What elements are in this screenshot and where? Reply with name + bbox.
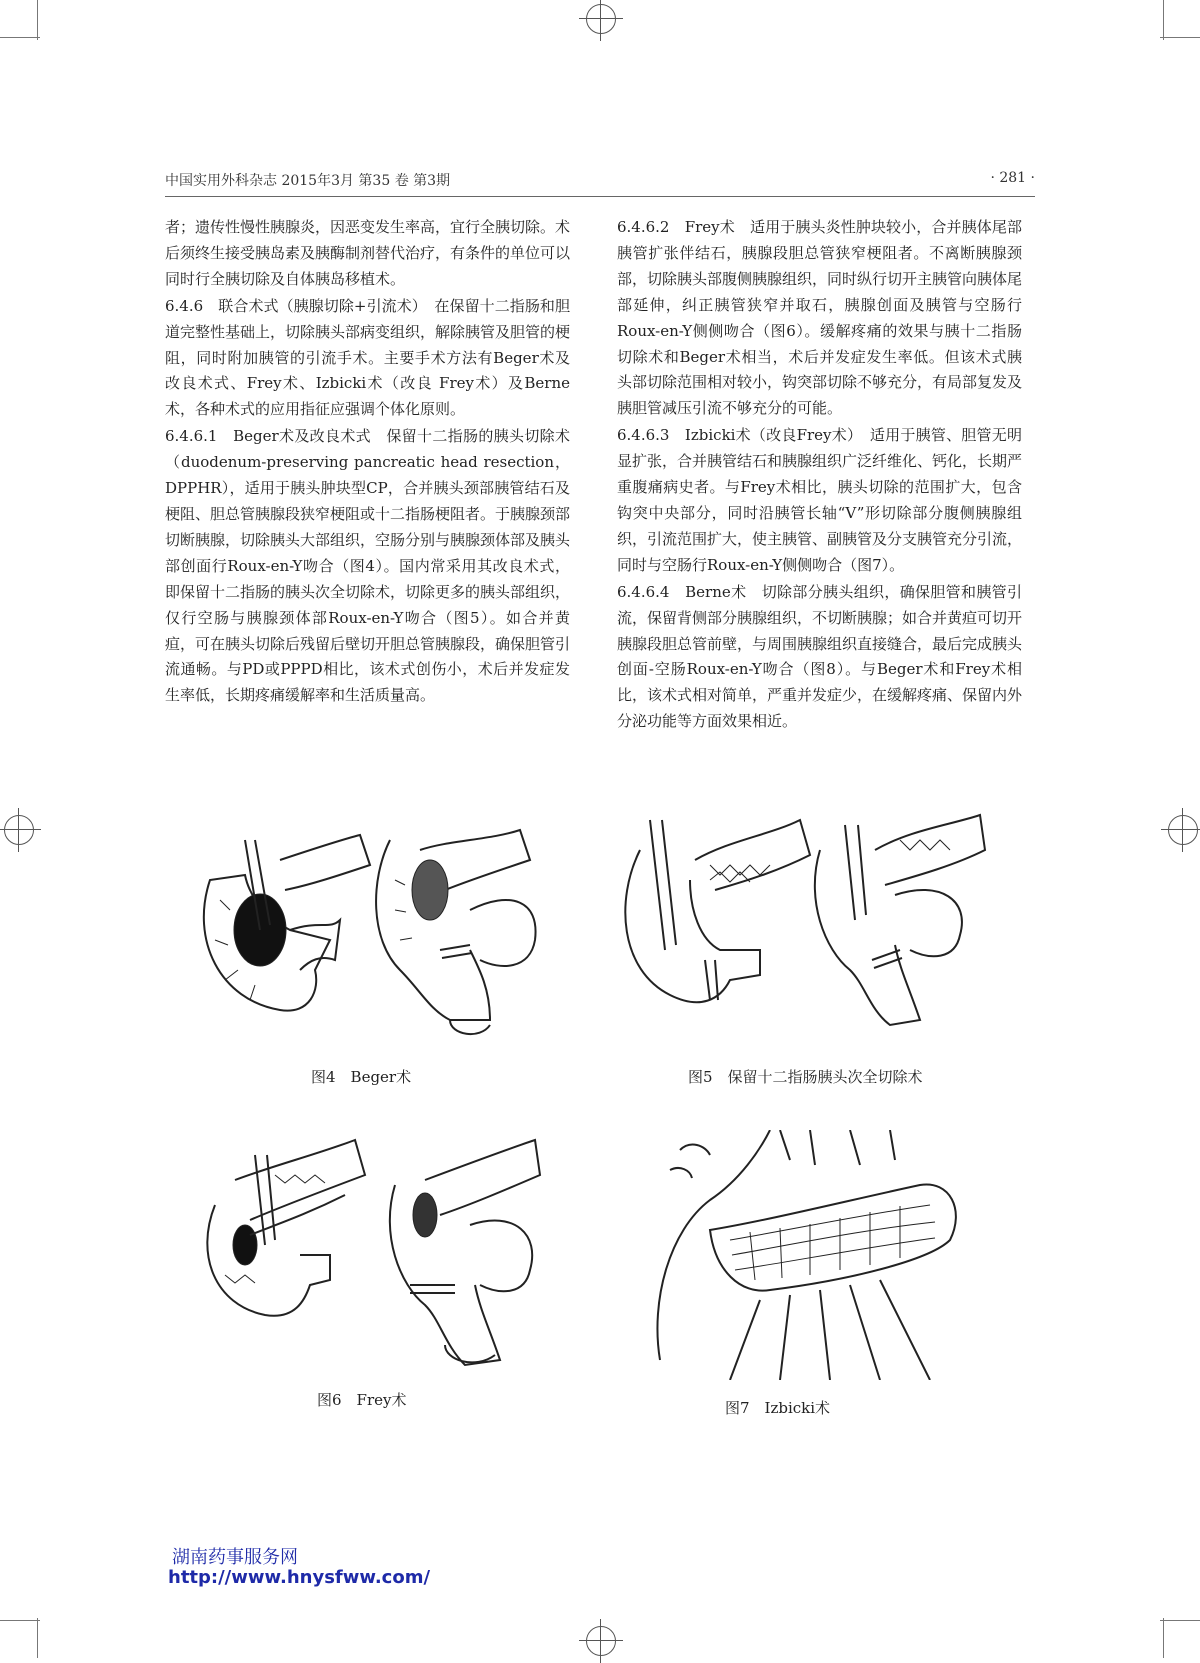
paragraph: 6.4.6 联合术式（胰腺切除+引流术） 在保留十二指肠和胆道完整性基础上，切除胰头部病变组织，解除胰管及胆管的梗阻，同时附加胰管的引流手术。主要手术方法有Beger术及改良术式、Frey术、Izbicki术（改良 Frey术）及Berne术，各种术式的应用指征应强调个体化原则。 bbox=[165, 296, 571, 419]
footer-url: http://www.hnysfww.com/ bbox=[168, 1567, 431, 1588]
right-column bbox=[617, 215, 1022, 736]
crop-mark bbox=[37, 0, 38, 40]
registration-mark-top bbox=[586, 4, 616, 34]
figure-7-caption: 图7 Izbicki术 bbox=[725, 1399, 831, 1417]
figure-5-caption: 图5 保留十二指肠胰头次全切除术 bbox=[688, 1068, 923, 1086]
fig5-left-organ bbox=[625, 820, 810, 1002]
fig4-left-organ bbox=[204, 835, 370, 1011]
figure-6-illustration bbox=[195, 1135, 575, 1380]
left-column bbox=[165, 215, 570, 710]
fig5-right-organ bbox=[815, 815, 985, 1025]
footer-site-name: 湖南药事服务网 bbox=[172, 1547, 298, 1568]
registration-mark-bottom bbox=[586, 1626, 616, 1656]
journal-info: 中国实用外科杂志 2015年3月 第35 卷 第3期 bbox=[165, 173, 451, 189]
figure-4-illustration bbox=[190, 820, 580, 1050]
crop-mark bbox=[37, 1618, 38, 1658]
fig6-right-organ bbox=[390, 1140, 540, 1365]
paragraph: 6.4.6.4 Berne术 切除部分胰头组织，确保胆管和胰管引流，保留背侧部分胰腺组织，不切断胰腺；如合并黄疸可切开胰腺段胆总管前壁，与周围胰腺组织直接缝合，最后完成胰头创面-空肠Roux-en-Y吻合（图8）。与Beger术和Frey术相比，该术式相对简单，严重并发症少，在缓解疼痛、保留内外分泌功能等方面效果相近。 bbox=[617, 582, 1023, 731]
paragraph: 6.4.6.1 Beger术及改良术式 保留十二指肠的胰头切除术（duodenum-preserving pancreatic head resection，DPPHR），适用于胰头肿块型CP，合并胰头颈部胰管结石及梗阻、胆总管胰腺段狭窄梗阻或十二指肠梗阻者。于胰腺颈部切断胰腺，切除胰头大部组织，空肠分别与胰腺颈体部及胰头部创面行Roux-en-Y吻合（图4）。国内常采用其改良术式，即保留十二指肠的胰头次全切除术，切除更多的胰头部组织，仅行空肠与胰腺颈体部Roux-en-Y吻合（图5）。如合并黄疸，可在胰头切除后残留后壁切开胆总管胰腺段，确保胆管引流通畅。与PD或PPPD相比，该术式创伤小，术后并发症发生率低，长期疼痛缓解率和生活质量高。 bbox=[165, 427, 571, 705]
figure-4-caption: 图4 Beger术 bbox=[311, 1068, 412, 1086]
paragraph: 者；遗传性慢性胰腺炎，因恶变发生率高，宜行全胰切除。术后须终生接受胰岛素及胰酶制剂替代治疗，有条件的单位可以同时行全胰切除及自体胰岛移植术。 bbox=[165, 218, 571, 288]
paragraph: 6.4.6.2 Frey术 适用于胰头炎性肿块较小，合并胰体尾部胰管扩张伴结石，胰腺段胆总管狭窄梗阻者。不离断胰腺颈部，切除胰头部腹侧胰腺组织，同时纵行切开主胰管向胰体尾部延伸，纠正胰管狭窄并取石，胰腺创面及胰管与空肠行Roux-en-Y侧侧吻合（图6）。缓解疼痛的效果与胰十二指肠切除术和Beger术相当，术后并发症发生率低。但该术式胰头部切除范围相对较小，钩突部切除不够充分，有局部复发及胰胆管减压引流不够充分的可能。 bbox=[617, 218, 1023, 418]
crop-mark bbox=[1163, 1618, 1164, 1658]
paragraph: 6.4.6.3 Izbicki术（改良Frey术） 适用于胰管、胆管无明显扩张，合并胰管结石和胰腺组织广泛纤维化、钙化，长期严重腹痛病史者。与Frey术相比，胰头切除的范围扩大，包含钩突中央部分，同时沿胰管长轴“V”形切除部分腹侧胰腺组织，引流范围扩大，使主胰管、副胰管及分支胰管充分引流，同时与空肠行Roux-en-Y侧侧吻合（图7）。 bbox=[617, 426, 1023, 574]
fig6-left-organ bbox=[207, 1140, 365, 1316]
registration-mark-right bbox=[1168, 815, 1198, 845]
header-rule bbox=[165, 196, 1035, 197]
crop-mark bbox=[1160, 1620, 1200, 1621]
figure-5-illustration bbox=[610, 810, 990, 1040]
figure-7-illustration bbox=[650, 1130, 975, 1380]
crop-mark bbox=[0, 1620, 40, 1621]
running-header bbox=[165, 170, 1035, 190]
crop-mark bbox=[1160, 37, 1200, 38]
registration-mark-left bbox=[4, 815, 34, 845]
crop-mark bbox=[0, 37, 40, 38]
fig7-organ bbox=[657, 1130, 955, 1380]
figure-6-caption: 图6 Frey术 bbox=[317, 1391, 407, 1409]
page-number: · 281 · bbox=[990, 170, 1035, 186]
crop-mark bbox=[1163, 0, 1164, 40]
fig4-right-organ bbox=[376, 830, 535, 1034]
